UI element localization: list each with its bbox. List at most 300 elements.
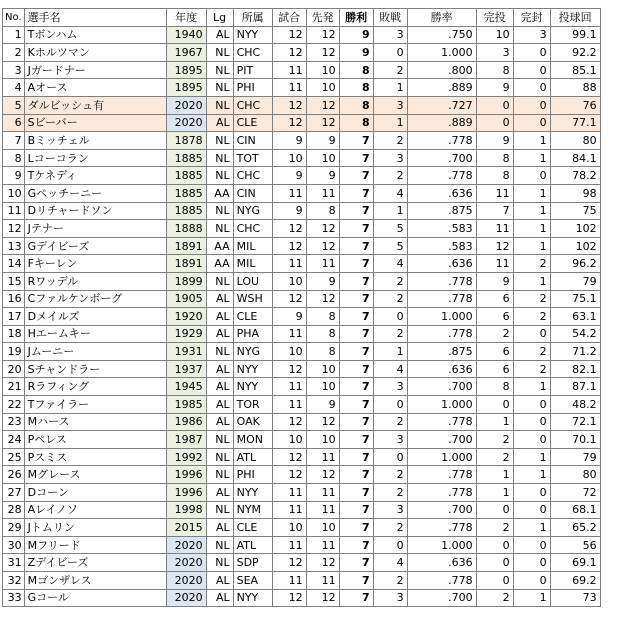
cell-games[interactable]: 11 <box>272 184 306 202</box>
cell-losses[interactable]: 1 <box>373 114 407 132</box>
cell-win-pct[interactable]: .700 <box>407 589 476 607</box>
cell-innings[interactable]: 70.1 <box>550 431 600 449</box>
cell-innings[interactable]: 79 <box>550 448 600 466</box>
cell-shutouts[interactable]: 1 <box>513 519 550 537</box>
cell-win-pct[interactable]: .700 <box>407 149 476 167</box>
cell-team[interactable]: PHI <box>233 466 272 484</box>
cell-complete-games[interactable]: 6 <box>476 290 513 308</box>
cell-complete-games[interactable]: 10 <box>476 26 513 44</box>
cell-win-pct[interactable]: 1.000 <box>407 44 476 62</box>
cell-no[interactable]: 29 <box>3 519 25 537</box>
cell-losses[interactable]: 2 <box>373 325 407 343</box>
cell-complete-games[interactable]: 6 <box>476 360 513 378</box>
cell-player-name[interactable]: Aオース <box>24 79 166 97</box>
cell-player-name[interactable]: Tボンハム <box>24 26 166 44</box>
cell-year[interactable]: 2020 <box>166 572 206 590</box>
cell-player-name[interactable]: Mグレース <box>24 466 166 484</box>
cell-losses[interactable]: 3 <box>373 431 407 449</box>
cell-wins[interactable]: 7 <box>339 466 373 484</box>
cell-complete-games[interactable]: 2 <box>476 325 513 343</box>
cell-innings[interactable]: 80 <box>550 132 600 150</box>
cell-starts[interactable]: 10 <box>306 519 339 537</box>
cell-starts[interactable]: 10 <box>306 378 339 396</box>
cell-games[interactable]: 10 <box>272 519 306 537</box>
cell-complete-games[interactable]: 3 <box>476 44 513 62</box>
cell-league[interactable]: AL <box>206 484 233 502</box>
cell-wins[interactable]: 9 <box>339 44 373 62</box>
cell-no[interactable]: 25 <box>3 448 25 466</box>
cell-win-pct[interactable]: .636 <box>407 554 476 572</box>
cell-wins[interactable]: 7 <box>339 272 373 290</box>
cell-league[interactable]: AA <box>206 255 233 273</box>
cell-starts[interactable]: 9 <box>306 132 339 150</box>
cell-games[interactable]: 11 <box>272 378 306 396</box>
cell-team[interactable]: CIN <box>233 184 272 202</box>
cell-year[interactable]: 1895 <box>166 79 206 97</box>
cell-year[interactable]: 2020 <box>166 96 206 114</box>
cell-win-pct[interactable]: 1.000 <box>407 448 476 466</box>
cell-complete-games[interactable]: 0 <box>476 96 513 114</box>
cell-losses[interactable]: 2 <box>373 413 407 431</box>
cell-games[interactable]: 12 <box>272 448 306 466</box>
cell-innings[interactable]: 78.2 <box>550 167 600 185</box>
cell-player-name[interactable]: Rワッデル <box>24 272 166 290</box>
cell-year[interactable]: 1899 <box>166 272 206 290</box>
cell-games[interactable]: 9 <box>272 202 306 220</box>
col-header-complete-games[interactable]: 完投 <box>476 9 513 27</box>
cell-shutouts[interactable]: 0 <box>513 501 550 519</box>
cell-games[interactable]: 9 <box>272 167 306 185</box>
cell-losses[interactable]: 1 <box>373 79 407 97</box>
cell-complete-games[interactable]: 2 <box>476 519 513 537</box>
cell-losses[interactable]: 3 <box>373 589 407 607</box>
cell-league[interactable]: AL <box>206 572 233 590</box>
cell-no[interactable]: 31 <box>3 554 25 572</box>
cell-shutouts[interactable]: 2 <box>513 308 550 326</box>
cell-complete-games[interactable]: 9 <box>476 272 513 290</box>
cell-win-pct[interactable]: 1.000 <box>407 308 476 326</box>
cell-team[interactable]: CIN <box>233 132 272 150</box>
cell-team[interactable]: NYY <box>233 360 272 378</box>
cell-losses[interactable]: 4 <box>373 184 407 202</box>
cell-games[interactable]: 12 <box>272 589 306 607</box>
cell-shutouts[interactable]: 0 <box>513 167 550 185</box>
cell-losses[interactable]: 3 <box>373 96 407 114</box>
cell-no[interactable]: 28 <box>3 501 25 519</box>
cell-team[interactable]: CHC <box>233 167 272 185</box>
cell-innings[interactable]: 96.2 <box>550 255 600 273</box>
cell-losses[interactable]: 0 <box>373 396 407 414</box>
cell-year[interactable]: 1996 <box>166 466 206 484</box>
cell-league[interactable]: NL <box>206 343 233 361</box>
cell-wins[interactable]: 7 <box>339 220 373 238</box>
cell-wins[interactable]: 7 <box>339 184 373 202</box>
cell-no[interactable]: 15 <box>3 272 25 290</box>
cell-no[interactable]: 10 <box>3 184 25 202</box>
cell-team[interactable]: MIL <box>233 255 272 273</box>
cell-shutouts[interactable]: 0 <box>513 554 550 572</box>
col-header-year[interactable]: 年度 <box>166 9 206 27</box>
cell-team[interactable]: SEA <box>233 572 272 590</box>
cell-year[interactable]: 2020 <box>166 589 206 607</box>
cell-year[interactable]: 1992 <box>166 448 206 466</box>
cell-innings[interactable]: 76 <box>550 96 600 114</box>
cell-losses[interactable]: 2 <box>373 132 407 150</box>
cell-innings[interactable]: 65.2 <box>550 519 600 537</box>
cell-wins[interactable]: 7 <box>339 484 373 502</box>
cell-losses[interactable]: 5 <box>373 220 407 238</box>
cell-player-name[interactable]: Hエームキー <box>24 325 166 343</box>
cell-losses[interactable]: 4 <box>373 554 407 572</box>
cell-win-pct[interactable]: .778 <box>407 272 476 290</box>
cell-no[interactable]: 23 <box>3 413 25 431</box>
cell-team[interactable]: NYY <box>233 484 272 502</box>
cell-wins[interactable]: 7 <box>339 325 373 343</box>
cell-player-name[interactable]: Mハース <box>24 413 166 431</box>
cell-losses[interactable]: 1 <box>373 202 407 220</box>
cell-league[interactable]: NL <box>206 448 233 466</box>
cell-no[interactable]: 21 <box>3 378 25 396</box>
col-header-name[interactable]: 選手名 <box>24 9 166 27</box>
cell-year[interactable]: 1937 <box>166 360 206 378</box>
cell-games[interactable]: 10 <box>272 149 306 167</box>
cell-shutouts[interactable]: 0 <box>513 79 550 97</box>
cell-starts[interactable]: 9 <box>306 396 339 414</box>
cell-losses[interactable]: 3 <box>373 378 407 396</box>
cell-games[interactable]: 11 <box>272 61 306 79</box>
cell-complete-games[interactable]: 6 <box>476 308 513 326</box>
cell-win-pct[interactable]: .636 <box>407 360 476 378</box>
cell-starts[interactable]: 12 <box>306 96 339 114</box>
cell-complete-games[interactable]: 0 <box>476 554 513 572</box>
cell-league[interactable]: NL <box>206 44 233 62</box>
cell-player-name[interactable]: Bミッチェル <box>24 132 166 150</box>
cell-shutouts[interactable]: 0 <box>513 114 550 132</box>
cell-team[interactable]: TOT <box>233 149 272 167</box>
cell-innings[interactable]: 79 <box>550 272 600 290</box>
cell-year[interactable]: 1987 <box>166 431 206 449</box>
cell-games[interactable]: 11 <box>272 501 306 519</box>
cell-games[interactable]: 9 <box>272 132 306 150</box>
cell-losses[interactable]: 3 <box>373 26 407 44</box>
cell-team[interactable]: PIT <box>233 61 272 79</box>
cell-year[interactable]: 1885 <box>166 184 206 202</box>
cell-win-pct[interactable]: .636 <box>407 255 476 273</box>
cell-team[interactable]: PHI <box>233 79 272 97</box>
cell-no[interactable]: 30 <box>3 536 25 554</box>
cell-starts[interactable]: 9 <box>306 167 339 185</box>
cell-innings[interactable]: 71.2 <box>550 343 600 361</box>
cell-win-pct[interactable]: .636 <box>407 184 476 202</box>
cell-win-pct[interactable]: .889 <box>407 79 476 97</box>
cell-complete-games[interactable]: 11 <box>476 184 513 202</box>
cell-wins[interactable]: 7 <box>339 343 373 361</box>
cell-innings[interactable]: 75.1 <box>550 290 600 308</box>
cell-team[interactable]: MIL <box>233 237 272 255</box>
cell-wins[interactable]: 7 <box>339 396 373 414</box>
cell-games[interactable]: 12 <box>272 96 306 114</box>
cell-wins[interactable]: 7 <box>339 536 373 554</box>
cell-year[interactable]: 1905 <box>166 290 206 308</box>
cell-player-name[interactable]: Jトムリン <box>24 519 166 537</box>
cell-player-name[interactable]: Gペッチーニー <box>24 184 166 202</box>
cell-player-name[interactable]: Cファルケンボーグ <box>24 290 166 308</box>
cell-starts[interactable]: 12 <box>306 26 339 44</box>
cell-year[interactable]: 2020 <box>166 536 206 554</box>
cell-no[interactable]: 14 <box>3 255 25 273</box>
cell-player-name[interactable]: Tケネディ <box>24 167 166 185</box>
cell-games[interactable]: 11 <box>272 484 306 502</box>
cell-starts[interactable]: 10 <box>306 149 339 167</box>
cell-team[interactable]: CLE <box>233 308 272 326</box>
cell-league[interactable]: NL <box>206 202 233 220</box>
cell-no[interactable]: 4 <box>3 79 25 97</box>
cell-wins[interactable]: 8 <box>339 96 373 114</box>
cell-starts[interactable]: 11 <box>306 184 339 202</box>
cell-shutouts[interactable]: 0 <box>513 413 550 431</box>
cell-losses[interactable]: 3 <box>373 501 407 519</box>
cell-team[interactable]: CHC <box>233 220 272 238</box>
cell-losses[interactable]: 2 <box>373 466 407 484</box>
cell-win-pct[interactable]: .778 <box>407 484 476 502</box>
cell-starts[interactable]: 12 <box>306 466 339 484</box>
cell-win-pct[interactable]: 1.000 <box>407 536 476 554</box>
cell-no[interactable]: 5 <box>3 96 25 114</box>
cell-games[interactable]: 12 <box>272 466 306 484</box>
cell-games[interactable]: 12 <box>272 290 306 308</box>
cell-win-pct[interactable]: .700 <box>407 501 476 519</box>
cell-starts[interactable]: 12 <box>306 114 339 132</box>
cell-team[interactable]: SDP <box>233 554 272 572</box>
cell-league[interactable]: AL <box>206 378 233 396</box>
cell-league[interactable]: AL <box>206 290 233 308</box>
cell-wins[interactable]: 7 <box>339 237 373 255</box>
cell-league[interactable]: NL <box>206 167 233 185</box>
cell-starts[interactable]: 12 <box>306 290 339 308</box>
cell-team[interactable]: TOR <box>233 396 272 414</box>
cell-wins[interactable]: 7 <box>339 202 373 220</box>
cell-wins[interactable]: 7 <box>339 378 373 396</box>
cell-shutouts[interactable]: 1 <box>513 149 550 167</box>
cell-innings[interactable]: 73 <box>550 589 600 607</box>
cell-innings[interactable]: 80 <box>550 466 600 484</box>
cell-win-pct[interactable]: .583 <box>407 220 476 238</box>
cell-losses[interactable]: 2 <box>373 572 407 590</box>
cell-year[interactable]: 1985 <box>166 396 206 414</box>
cell-no[interactable]: 17 <box>3 308 25 326</box>
cell-losses[interactable]: 4 <box>373 360 407 378</box>
cell-year[interactable]: 1940 <box>166 26 206 44</box>
cell-innings[interactable]: 48.2 <box>550 396 600 414</box>
cell-team[interactable]: NYG <box>233 343 272 361</box>
cell-shutouts[interactable]: 1 <box>513 202 550 220</box>
cell-year[interactable]: 1885 <box>166 202 206 220</box>
cell-year[interactable]: 1888 <box>166 220 206 238</box>
cell-complete-games[interactable]: 7 <box>476 202 513 220</box>
cell-year[interactable]: 1998 <box>166 501 206 519</box>
cell-complete-games[interactable]: 1 <box>476 484 513 502</box>
cell-starts[interactable]: 11 <box>306 501 339 519</box>
cell-league[interactable]: AL <box>206 308 233 326</box>
cell-league[interactable]: NL <box>206 431 233 449</box>
cell-wins[interactable]: 8 <box>339 114 373 132</box>
cell-starts[interactable]: 10 <box>306 61 339 79</box>
cell-player-name[interactable]: Jテナー <box>24 220 166 238</box>
cell-year[interactable]: 1986 <box>166 413 206 431</box>
cell-league[interactable]: NL <box>206 149 233 167</box>
cell-shutouts[interactable]: 0 <box>513 61 550 79</box>
cell-league[interactable]: NL <box>206 272 233 290</box>
cell-starts[interactable]: 11 <box>306 572 339 590</box>
cell-no[interactable]: 32 <box>3 572 25 590</box>
cell-losses[interactable]: 1 <box>373 343 407 361</box>
cell-losses[interactable]: 2 <box>373 484 407 502</box>
cell-shutouts[interactable]: 0 <box>513 484 550 502</box>
cell-no[interactable]: 6 <box>3 114 25 132</box>
cell-starts[interactable]: 8 <box>306 308 339 326</box>
cell-wins[interactable]: 7 <box>339 431 373 449</box>
cell-games[interactable]: 12 <box>272 26 306 44</box>
col-header-no[interactable]: No. <box>3 9 25 27</box>
cell-games[interactable]: 11 <box>272 79 306 97</box>
cell-complete-games[interactable]: 1 <box>476 466 513 484</box>
cell-shutouts[interactable]: 2 <box>513 290 550 308</box>
col-header-losses[interactable]: 敗戦 <box>373 9 407 27</box>
cell-league[interactable]: NL <box>206 501 233 519</box>
col-header-shutouts[interactable]: 完封 <box>513 9 550 27</box>
col-header-win-pct[interactable]: 勝率 <box>407 9 476 27</box>
cell-shutouts[interactable]: 2 <box>513 255 550 273</box>
cell-player-name[interactable]: Lコーコラン <box>24 149 166 167</box>
cell-starts[interactable]: 12 <box>306 220 339 238</box>
cell-wins[interactable]: 8 <box>339 79 373 97</box>
cell-complete-games[interactable]: 8 <box>476 378 513 396</box>
cell-league[interactable]: AL <box>206 396 233 414</box>
cell-starts[interactable]: 12 <box>306 413 339 431</box>
cell-wins[interactable]: 7 <box>339 448 373 466</box>
cell-no[interactable]: 2 <box>3 44 25 62</box>
cell-league[interactable]: NL <box>206 536 233 554</box>
cell-team[interactable]: NYM <box>233 501 272 519</box>
cell-shutouts[interactable]: 0 <box>513 431 550 449</box>
col-header-games[interactable]: 試合 <box>272 9 306 27</box>
cell-complete-games[interactable]: 8 <box>476 61 513 79</box>
cell-innings[interactable]: 99.1 <box>550 26 600 44</box>
cell-innings[interactable]: 84.1 <box>550 149 600 167</box>
cell-year[interactable]: 1895 <box>166 61 206 79</box>
cell-games[interactable]: 12 <box>272 554 306 572</box>
cell-no[interactable]: 19 <box>3 343 25 361</box>
cell-wins[interactable]: 9 <box>339 26 373 44</box>
cell-innings[interactable]: 92.2 <box>550 44 600 62</box>
cell-innings[interactable]: 87.1 <box>550 378 600 396</box>
cell-league[interactable]: AL <box>206 519 233 537</box>
cell-team[interactable]: ATL <box>233 536 272 554</box>
cell-no[interactable]: 26 <box>3 466 25 484</box>
cell-win-pct[interactable]: .583 <box>407 237 476 255</box>
cell-complete-games[interactable]: 0 <box>476 536 513 554</box>
cell-starts[interactable]: 12 <box>306 44 339 62</box>
cell-losses[interactable]: 2 <box>373 290 407 308</box>
cell-losses[interactable]: 0 <box>373 448 407 466</box>
cell-league[interactable]: AL <box>206 360 233 378</box>
cell-league[interactable]: AL <box>206 26 233 44</box>
cell-shutouts[interactable]: 1 <box>513 589 550 607</box>
cell-wins[interactable]: 7 <box>339 360 373 378</box>
cell-innings[interactable]: 63.1 <box>550 308 600 326</box>
col-header-innings[interactable]: 投球回 <box>550 9 600 27</box>
cell-no[interactable]: 9 <box>3 167 25 185</box>
cell-games[interactable]: 11 <box>272 255 306 273</box>
cell-games[interactable]: 12 <box>272 220 306 238</box>
cell-shutouts[interactable]: 1 <box>513 132 550 150</box>
cell-starts[interactable]: 10 <box>306 431 339 449</box>
cell-year[interactable]: 1885 <box>166 167 206 185</box>
cell-no[interactable]: 16 <box>3 290 25 308</box>
cell-innings[interactable]: 88 <box>550 79 600 97</box>
cell-starts[interactable]: 11 <box>306 448 339 466</box>
cell-innings[interactable]: 98 <box>550 184 600 202</box>
cell-player-name[interactable]: Fキーレン <box>24 255 166 273</box>
cell-year[interactable]: 1885 <box>166 149 206 167</box>
cell-player-name[interactable]: Rラフィング <box>24 378 166 396</box>
cell-wins[interactable]: 7 <box>339 572 373 590</box>
cell-losses[interactable]: 2 <box>373 272 407 290</box>
cell-shutouts[interactable]: 1 <box>513 184 550 202</box>
cell-shutouts[interactable]: 1 <box>513 448 550 466</box>
cell-win-pct[interactable]: .800 <box>407 61 476 79</box>
cell-year[interactable]: 1931 <box>166 343 206 361</box>
cell-starts[interactable]: 11 <box>306 536 339 554</box>
cell-shutouts[interactable]: 1 <box>513 378 550 396</box>
cell-win-pct[interactable]: .778 <box>407 572 476 590</box>
cell-losses[interactable]: 0 <box>373 308 407 326</box>
cell-losses[interactable]: 0 <box>373 536 407 554</box>
cell-games[interactable]: 11 <box>272 536 306 554</box>
cell-games[interactable]: 9 <box>272 308 306 326</box>
cell-losses[interactable]: 2 <box>373 519 407 537</box>
cell-player-name[interactable]: Dリチャードソン <box>24 202 166 220</box>
cell-year[interactable]: 1891 <box>166 237 206 255</box>
cell-starts[interactable]: 12 <box>306 554 339 572</box>
cell-no[interactable]: 18 <box>3 325 25 343</box>
cell-starts[interactable]: 9 <box>306 272 339 290</box>
cell-no[interactable]: 33 <box>3 589 25 607</box>
cell-games[interactable]: 10 <box>272 431 306 449</box>
cell-win-pct[interactable]: .700 <box>407 378 476 396</box>
cell-starts[interactable]: 12 <box>306 237 339 255</box>
cell-wins[interactable]: 7 <box>339 501 373 519</box>
cell-complete-games[interactable]: 0 <box>476 114 513 132</box>
cell-games[interactable]: 11 <box>272 396 306 414</box>
cell-no[interactable]: 3 <box>3 61 25 79</box>
cell-team[interactable]: NYY <box>233 378 272 396</box>
cell-wins[interactable]: 7 <box>339 413 373 431</box>
cell-league[interactable]: AA <box>206 184 233 202</box>
cell-shutouts[interactable]: 0 <box>513 44 550 62</box>
cell-win-pct[interactable]: .778 <box>407 167 476 185</box>
cell-complete-games[interactable]: 0 <box>476 396 513 414</box>
cell-innings[interactable]: 75 <box>550 202 600 220</box>
cell-innings[interactable]: 69.2 <box>550 572 600 590</box>
cell-team[interactable]: NYY <box>233 26 272 44</box>
cell-wins[interactable]: 7 <box>339 308 373 326</box>
cell-player-name[interactable]: Gデイビーズ <box>24 237 166 255</box>
cell-team[interactable]: OAK <box>233 413 272 431</box>
cell-team[interactable]: NYY <box>233 589 272 607</box>
cell-shutouts[interactable]: 0 <box>513 536 550 554</box>
cell-player-name[interactable]: Zデイビーズ <box>24 554 166 572</box>
